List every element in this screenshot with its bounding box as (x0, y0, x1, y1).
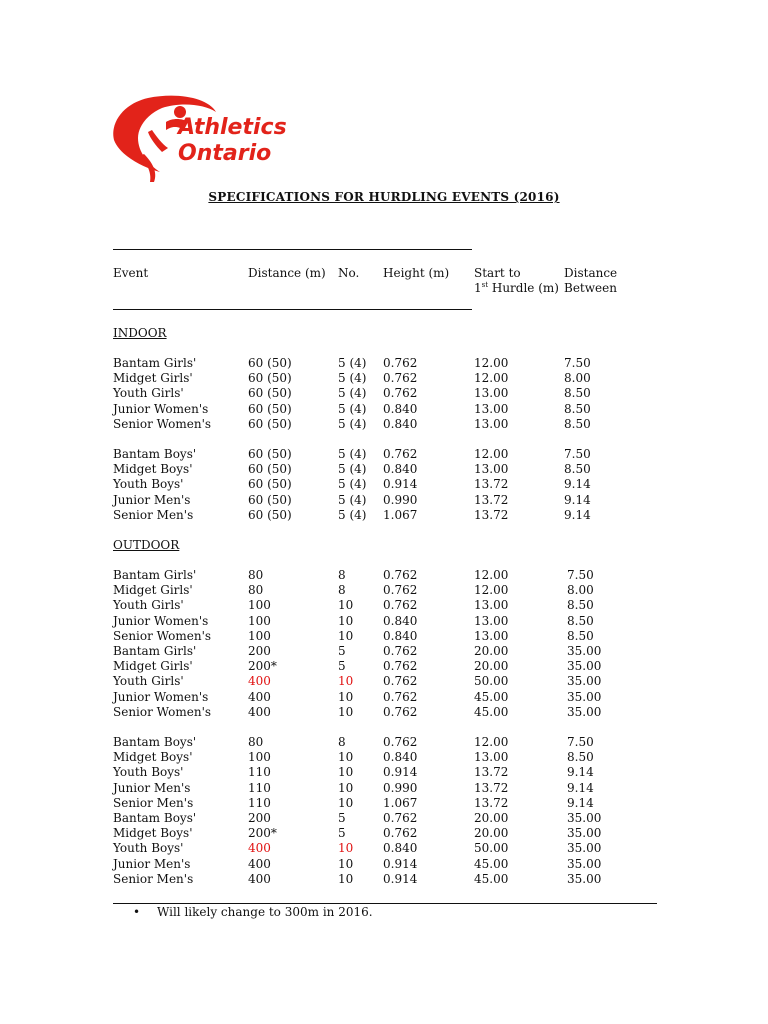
cell-height: 0.762 (383, 735, 418, 749)
cell-start: 13.00 (474, 628, 509, 643)
cell-event: Junior Men's (113, 492, 191, 507)
cell-start: 13.72 (474, 507, 509, 522)
cell-height: 0.762 (383, 356, 418, 370)
cell-event: Bantam Boys' (113, 811, 197, 825)
cell-distance: 400 (248, 689, 271, 704)
cell-height: 1.067 (383, 507, 418, 522)
cell-start: 12.00 (474, 568, 509, 582)
cell-distance: 60 (50) (248, 492, 292, 507)
cell-between: 8.00 (564, 371, 591, 386)
cell-no: 8 (338, 583, 346, 598)
col-header-between-line2: Between (564, 281, 617, 295)
cell-between: 8.50 (567, 598, 594, 613)
cell-event: Junior Men's (113, 780, 191, 795)
cell-height: 0.762 (383, 689, 418, 704)
cell-height: 0.990 (383, 492, 418, 507)
section-outdoor: OUTDOOR (113, 538, 180, 552)
cell-start: 45.00 (474, 871, 509, 886)
cell-between: 8.50 (567, 750, 594, 765)
cell-between: 35.00 (567, 674, 602, 689)
cell-height: 0.990 (383, 780, 418, 795)
footnote-text: Will likely change to 300m in 2016. (157, 905, 373, 919)
cell-start: 12.00 (474, 356, 509, 370)
cell-distance: 60 (50) (248, 477, 292, 492)
cell-height: 0.762 (383, 447, 418, 461)
cell-event: Senior Men's (113, 795, 194, 810)
cell-distance: 200 (248, 811, 271, 825)
cell-no: 10 (338, 689, 354, 704)
cell-between: 7.50 (564, 356, 591, 370)
cell-no: 10 (338, 780, 354, 795)
cell-no: 10 (338, 795, 354, 810)
cell-distance: 60 (50) (248, 371, 292, 386)
cell-start: 20.00 (474, 826, 509, 841)
cell-event: Bantam Girls' (113, 356, 197, 370)
cell-no: 5 (4) (338, 386, 367, 401)
cell-no: 5 (4) (338, 416, 367, 431)
athletics-ontario-logo (108, 90, 288, 185)
cell-between: 8.50 (564, 401, 591, 416)
cell-no: 5 (4) (338, 401, 367, 416)
cell-between: 35.00 (567, 811, 602, 825)
cell-between: 9.14 (564, 507, 591, 522)
cell-event: Junior Women's (113, 689, 209, 704)
cell-between: 8.00 (567, 583, 594, 598)
cell-distance: 200* (248, 659, 277, 674)
cell-event: Youth Boys' (113, 765, 184, 780)
cell-height: 0.840 (383, 841, 418, 856)
cell-event: Youth Girls' (113, 674, 184, 689)
cell-no: 10 (338, 613, 354, 628)
cell-between: 9.14 (564, 492, 591, 507)
footer-rule (113, 903, 657, 904)
cell-start: 45.00 (474, 704, 509, 719)
cell-start: 12.00 (474, 447, 509, 461)
cell-between: 7.50 (564, 447, 591, 461)
cell-distance: 200* (248, 826, 277, 841)
cell-no: 5 (338, 644, 346, 658)
cell-height: 1.067 (383, 795, 418, 810)
cell-between: 9.14 (564, 477, 591, 492)
cell-event: Bantam Girls' (113, 644, 197, 658)
cell-distance: 60 (50) (248, 416, 292, 431)
cell-distance: 60 (50) (248, 462, 292, 477)
cell-distance: 80 (248, 583, 264, 598)
cell-distance: 200 (248, 644, 271, 658)
cell-height: 0.762 (383, 674, 418, 689)
cell-between: 35.00 (567, 856, 602, 871)
cell-event: Midget Girls' (113, 583, 193, 598)
cell-height: 0.840 (383, 401, 418, 416)
col-header-distance: Distance (m) (248, 266, 326, 280)
cell-start: 45.00 (474, 689, 509, 704)
col-header-between (564, 266, 617, 296)
cell-event: Youth Girls' (113, 386, 184, 401)
cell-event: Midget Boys' (113, 750, 193, 765)
cell-start: 13.72 (474, 492, 509, 507)
page-title: SPECIFICATIONS FOR HURDLING EVENTS (2016) (208, 190, 560, 204)
cell-start: 13.00 (474, 401, 509, 416)
cell-distance: 60 (50) (248, 386, 292, 401)
cell-between: 35.00 (567, 704, 602, 719)
cell-event: Youth Boys' (113, 477, 184, 492)
cell-between: 8.50 (564, 462, 591, 477)
cell-between: 9.14 (567, 765, 594, 780)
cell-no: 5 (338, 811, 346, 825)
cell-start: 20.00 (474, 659, 509, 674)
cell-start: 12.00 (474, 371, 509, 386)
cell-height: 0.762 (383, 371, 418, 386)
cell-no: 5 (338, 826, 346, 841)
cell-distance: 400 (248, 871, 271, 886)
cell-height: 0.762 (383, 583, 418, 598)
cell-no: 8 (338, 568, 346, 582)
cell-no: 10 (338, 765, 354, 780)
header-bottom-rule (113, 309, 472, 310)
cell-height: 0.762 (383, 386, 418, 401)
cell-distance: 110 (248, 780, 271, 795)
cell-start: 13.72 (474, 780, 509, 795)
cell-event: Youth Girls' (113, 598, 184, 613)
cell-no: 5 (4) (338, 371, 367, 386)
cell-start: 13.00 (474, 462, 509, 477)
cell-no: 5 (4) (338, 477, 367, 492)
cell-start: 50.00 (474, 674, 509, 689)
cell-event: Senior Men's (113, 871, 194, 886)
col-header-event: Event (113, 266, 149, 280)
cell-height: 0.762 (383, 644, 418, 658)
cell-no: 5 (4) (338, 447, 367, 461)
cell-event: Senior Women's (113, 704, 212, 719)
cell-no: 10 (338, 871, 354, 886)
cell-no: 10 (338, 704, 354, 719)
cell-height: 0.762 (383, 659, 418, 674)
cell-between: 9.14 (567, 795, 594, 810)
cell-distance: 110 (248, 795, 271, 810)
col-header-start-line1: Start to (474, 266, 521, 280)
cell-distance: 100 (248, 628, 271, 643)
cell-height: 0.840 (383, 750, 418, 765)
col-header-between-line1: Distance (564, 266, 618, 280)
cell-event: Junior Women's (113, 401, 209, 416)
col-header-start (474, 266, 559, 296)
cell-height: 0.914 (383, 856, 418, 871)
cell-start: 13.72 (474, 765, 509, 780)
cell-event: Senior Men's (113, 507, 194, 522)
cell-start: 45.00 (474, 856, 509, 871)
cell-start: 12.00 (474, 583, 509, 598)
cell-event: Bantam Boys' (113, 447, 197, 461)
cell-distance: 60 (50) (248, 401, 292, 416)
cell-start: 13.72 (474, 795, 509, 810)
cell-event: Junior Men's (113, 856, 191, 871)
cell-between: 9.14 (567, 780, 594, 795)
cell-between: 8.50 (567, 613, 594, 628)
cell-height: 0.840 (383, 416, 418, 431)
cell-between: 35.00 (567, 644, 602, 658)
cell-height: 0.762 (383, 568, 418, 582)
cell-no: 10 (338, 674, 354, 689)
cell-start: 20.00 (474, 811, 509, 825)
cell-height: 0.762 (383, 811, 418, 825)
cell-between: 8.50 (564, 416, 591, 431)
cell-distance: 400 (248, 856, 271, 871)
cell-distance: 400 (248, 704, 271, 719)
cell-height: 0.762 (383, 826, 418, 841)
cell-event: Junior Women's (113, 613, 209, 628)
cell-distance: 110 (248, 765, 271, 780)
cell-event: Senior Women's (113, 416, 212, 431)
cell-height: 0.762 (383, 704, 418, 719)
cell-distance: 60 (50) (248, 447, 292, 461)
cell-start: 13.00 (474, 598, 509, 613)
cell-distance: 80 (248, 568, 264, 582)
cell-start: 13.72 (474, 477, 509, 492)
cell-no: 5 (4) (338, 492, 367, 507)
cell-between: 35.00 (567, 826, 602, 841)
cell-distance: 60 (50) (248, 356, 292, 370)
cell-distance: 80 (248, 735, 264, 749)
cell-height: 0.914 (383, 871, 418, 886)
cell-between: 35.00 (567, 841, 602, 856)
cell-event: Bantam Girls' (113, 568, 197, 582)
cell-no: 10 (338, 750, 354, 765)
cell-no: 10 (338, 856, 354, 871)
cell-event: Midget Girls' (113, 659, 193, 674)
cell-event: Youth Boys' (113, 841, 184, 856)
cell-event: Bantam Boys' (113, 735, 197, 749)
header-top-rule (113, 249, 472, 250)
cell-start: 20.00 (474, 644, 509, 658)
cell-height: 0.840 (383, 613, 418, 628)
cell-between: 8.50 (567, 628, 594, 643)
cell-no: 5 (4) (338, 356, 367, 370)
cell-height: 0.840 (383, 462, 418, 477)
cell-distance: 100 (248, 750, 271, 765)
cell-no: 10 (338, 598, 354, 613)
cell-start: 13.00 (474, 416, 509, 431)
cell-no: 5 (4) (338, 462, 367, 477)
footnote-bullet: • (133, 905, 141, 919)
cell-height: 0.762 (383, 598, 418, 613)
cell-distance: 100 (248, 613, 271, 628)
cell-event: Midget Boys' (113, 462, 193, 477)
cell-between: 8.50 (564, 386, 591, 401)
cell-between: 35.00 (567, 659, 602, 674)
cell-distance: 400 (248, 674, 271, 689)
cell-start: 13.00 (474, 386, 509, 401)
section-indoor: INDOOR (113, 326, 167, 340)
cell-no: 8 (338, 735, 346, 749)
cell-distance: 60 (50) (248, 507, 292, 522)
cell-height: 0.840 (383, 628, 418, 643)
col-header-no: No. (338, 266, 360, 280)
cell-no: 10 (338, 841, 354, 856)
cell-no: 5 (4) (338, 507, 367, 522)
logo-text-line1: Athletics (178, 115, 287, 140)
cell-start: 13.00 (474, 750, 509, 765)
col-header-start-line2: 1st Hurdle (m) (474, 281, 559, 295)
logo-text-line2: Ontario (178, 141, 272, 166)
cell-distance: 100 (248, 598, 271, 613)
cell-event: Senior Women's (113, 628, 212, 643)
cell-event: Midget Boys' (113, 826, 193, 841)
cell-between: 35.00 (567, 871, 602, 886)
cell-no: 10 (338, 628, 354, 643)
cell-height: 0.914 (383, 477, 418, 492)
cell-start: 12.00 (474, 735, 509, 749)
cell-between: 7.50 (567, 568, 594, 582)
cell-distance: 400 (248, 841, 271, 856)
cell-start: 13.00 (474, 613, 509, 628)
cell-between: 7.50 (567, 735, 594, 749)
cell-height: 0.914 (383, 765, 418, 780)
cell-event: Midget Girls' (113, 371, 193, 386)
cell-no: 5 (338, 659, 346, 674)
col-header-height: Height (m) (383, 266, 450, 280)
cell-between: 35.00 (567, 689, 602, 704)
cell-start: 50.00 (474, 841, 509, 856)
